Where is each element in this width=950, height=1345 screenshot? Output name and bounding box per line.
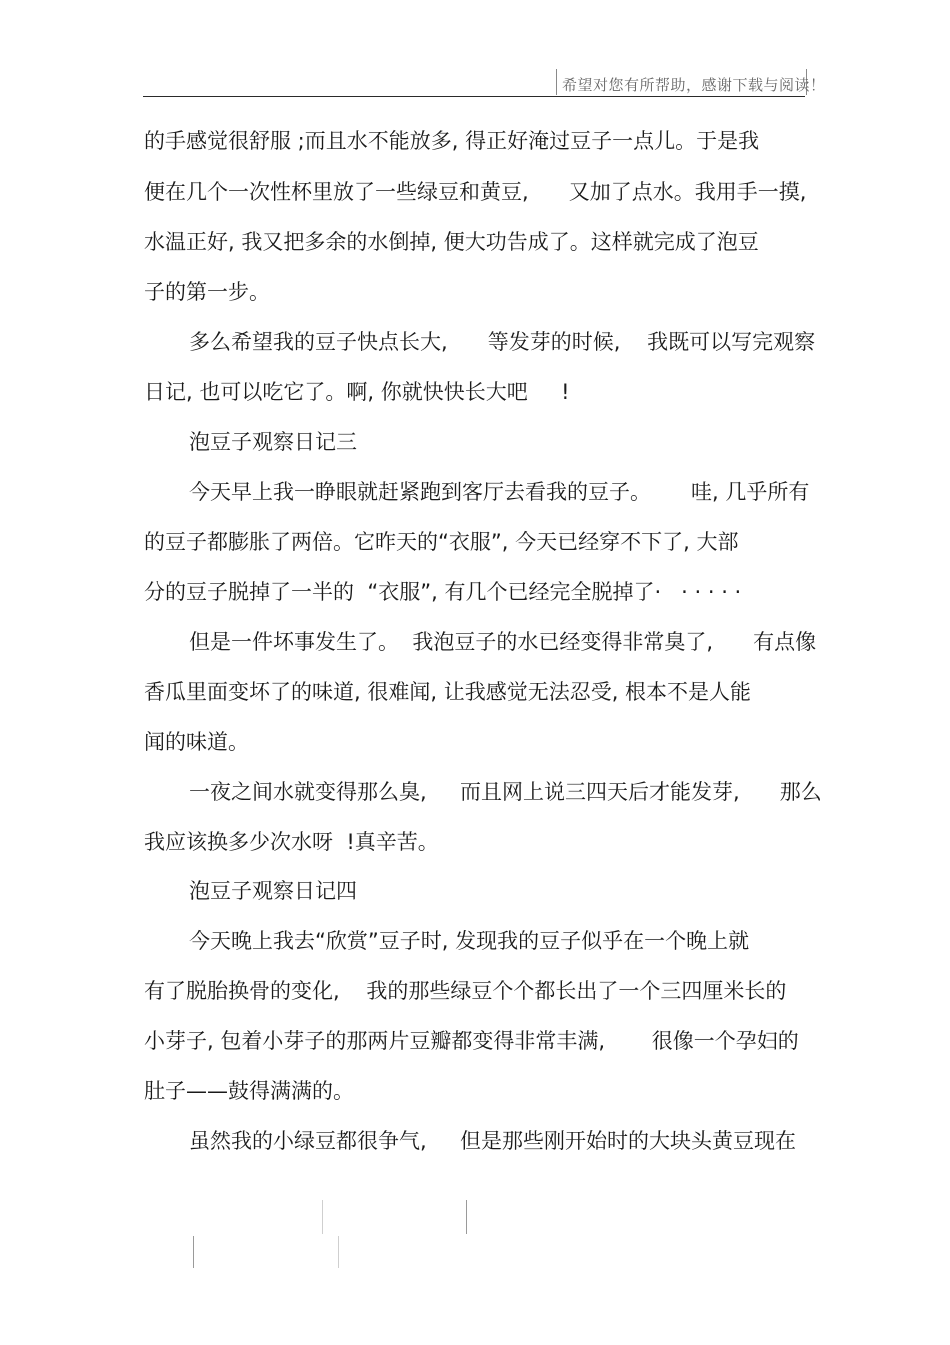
scan-mark <box>338 1236 339 1268</box>
text-line: 的手感觉很舒服 ;而且水不能放多, 得正好淹过豆子一点儿。于是我 <box>144 129 760 153</box>
text-line: 香瓜里面变坏了的味道, 很难闻, 让我感觉无法忍受, 根本不是人能 <box>144 680 752 704</box>
text-line: 虽然我的小绿豆都很争气, 但是那些刚开始时的大块头黄豆现在 <box>189 1129 797 1153</box>
section-heading: 泡豆子观察日记三 <box>189 430 357 454</box>
text-line: 的豆子都膨胀了两倍。它昨天的“衣服”, 今天已经穿不下了, 大部 <box>144 530 739 554</box>
text-line: 一夜之间水就变得那么臭, 而且网上说三四天后才能发芽, 那么 <box>189 780 822 804</box>
text-line: 闻的味道。 <box>144 730 249 754</box>
header-rule <box>143 96 805 97</box>
text-line: 我应该换多少次水呀 !真辛苦。 <box>144 830 439 854</box>
text-line: 日记, 也可以吃它了。啊, 你就快快长大吧 ! <box>144 380 570 404</box>
text-line: 今天晚上我去“欣赏”豆子时, 发现我的豆子似乎在一个晚上就 <box>189 929 750 953</box>
scan-mark <box>322 1200 323 1234</box>
text-line: 分的豆子脱掉了一半的 “衣服”, 有几个已经完全脱掉了· · · · · · <box>144 580 742 604</box>
text-line: 肚子——鼓得满满的。 <box>144 1079 354 1103</box>
section-heading: 泡豆子观察日记四 <box>189 879 357 903</box>
text-line: 有了脱胎换骨的变化, 我的那些绿豆个个都长出了一个三四厘米长的 <box>144 979 787 1003</box>
scan-mark <box>193 1236 194 1268</box>
text-line: 水温正好, 我又把多余的水倒掉, 便大功告成了。这样就完成了泡豆 <box>144 230 759 254</box>
text-line: 多么希望我的豆子快点长大, 等发芽的时候, 我既可以写完观察 <box>189 330 816 354</box>
header-text: 希望对您有所帮助，感谢下载与阅读！ <box>562 76 826 94</box>
scan-mark <box>466 1200 467 1234</box>
text-line: 小芽子, 包着小芽子的那两片豆瓣都变得非常丰满, 很像一个孕妇的 <box>144 1029 799 1053</box>
text-line: 但是一件坏事发生了。 我泡豆子的水已经变得非常臭了, 有点像 <box>189 630 817 654</box>
text-line: 子的第一步。 <box>144 280 270 304</box>
text-line: 便在几个一次性杯里放了一些绿豆和黄豆, 又加了点水。我用手一摸, <box>144 180 807 204</box>
text-line: 今天早上我一睁眼就赶紧跑到客厅去看我的豆子。 哇, 几乎所有 <box>189 480 810 504</box>
